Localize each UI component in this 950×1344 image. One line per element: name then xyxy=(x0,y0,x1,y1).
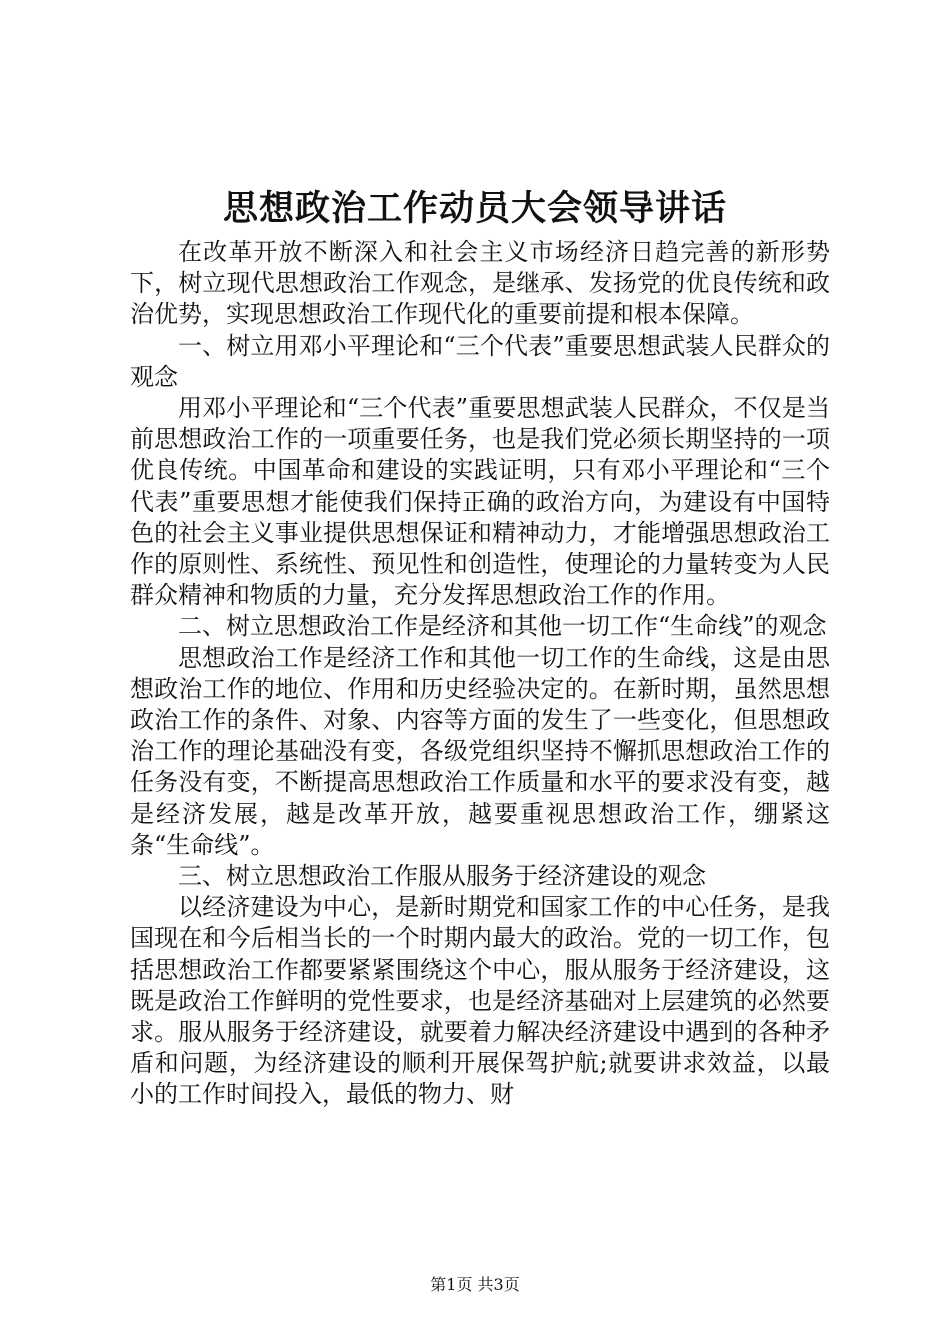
section-heading-2: 二、树立思想政治工作是经济和其他一切工作“生命线”的观念 xyxy=(178,612,827,641)
page-number-footer: 第1页 共3页 xyxy=(430,1275,520,1294)
intro-paragraph: 在改革开放不断深入和社会主义市场经济日趋完善的新形势下，树立现代思想政治工作观念，是继承、发扬党的优良传统和政治优势，实现思想政治工作现代化的重要前提和根本保障。 xyxy=(130,238,830,329)
section-paragraph-1: 用邓小平理论和“三个代表”重要思想武装人民群众，不仅是当前思想政治工作的一项重要任务，也是我们党必须长期坚持的一项优良传统。中国革命和建设的实践证明，只有邓小平理论和“三个代表”重要思想才能使我们保持正确的政治方向，为建设有中国特色的社会主义事业提供思想保证和精神动力，才能增强思想政治工作的原则性、系统性、预见性和创造性，使理论的力量转变为人民群众精神和物质的力量，充分发挥思想政治工作的作用。 xyxy=(130,394,830,610)
section-heading-3: 三、树立思想政治工作服从服务于经济建设的观念 xyxy=(178,862,706,891)
section-paragraph-2: 思想政治工作是经济工作和其他一切工作的生命线，这是由思想政治工作的地位、作用和历史经验决定的。在新时期，虽然思想政治工作的条件、对象、内容等方面的发生了一些变化，但思想政治工作的理论基础没有变，各级党组织坚持不懈抓思想政治工作的任务没有变，不断提高思想政治工作质量和水平的要求没有变，越是经济发展，越是改革开放，越要重视思想政治工作，绷紧这条“生命线”。 xyxy=(130,643,830,859)
section-heading-1: 一、树立用邓小平理论和“三个代表”重要思想武装人民群众的观念 xyxy=(130,331,830,391)
document-title: 思想政治工作动员大会领导讲话 xyxy=(222,188,727,229)
document-body xyxy=(130,237,830,1111)
section-paragraph-3: 以经济建设为中心，是新时期党和国家工作的中心任务，是我国现在和今后相当长的一个时期内最大的政治。党的一切工作，包括思想政治工作都要紧紧围绕这个中心，服从服务于经济建设，这既是政治工作鲜明的党性要求，也是经济基础对上层建筑的必然要求。服从服务于经济建设，就要着力解决经济建设中遇到的各种矛盾和问题，为经济建设的顺利开展保驾护航;就要讲求效益，以最小的工作时间投入，最低的物力、财 xyxy=(130,893,830,1109)
